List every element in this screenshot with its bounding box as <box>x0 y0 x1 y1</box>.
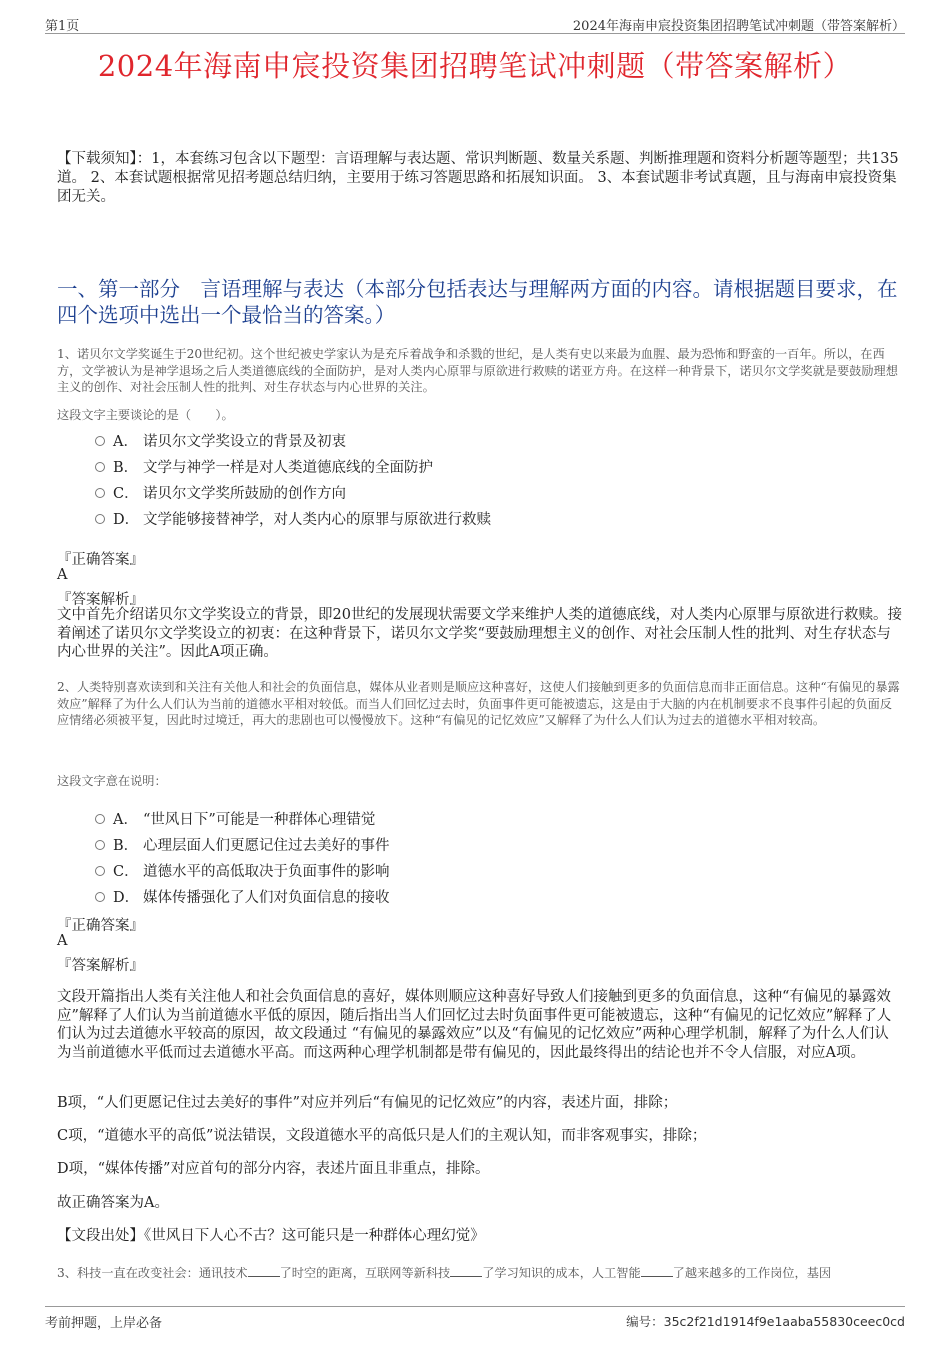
question-1-answer-label: 『正确答案』 <box>57 552 144 568</box>
radio-icon[interactable] <box>95 892 105 902</box>
radio-icon[interactable] <box>95 814 105 824</box>
footer-slogan: 考前押题，上岸必备 <box>45 1316 163 1331</box>
page-number: 第1页 <box>45 19 80 34</box>
question-2-note-b: B项，“人们更愿记住过去美好的事件”对应并列后“有偏见的记忆效应”的内容，表述片面，排除； <box>57 1095 678 1111</box>
question-2-note-d: D项，“媒体传播”对应首句的部分内容，表述片面且非重点，排除。 <box>57 1161 490 1177</box>
question-2-option-c[interactable]: C． 道德水平的高低取决于负面事件的影响 <box>95 860 390 881</box>
radio-icon[interactable] <box>95 840 105 850</box>
fill-blank <box>450 1265 482 1277</box>
radio-icon[interactable] <box>95 514 105 524</box>
header-divider <box>45 33 905 34</box>
question-2-option-d[interactable]: D． 媒体传播强化了人们对负面信息的接收 <box>95 886 390 907</box>
question-2-answer: A <box>57 933 68 949</box>
radio-icon[interactable] <box>95 866 105 876</box>
radio-icon[interactable] <box>95 436 105 446</box>
question-2-analysis-label: 『答案解析』 <box>57 958 144 974</box>
question-1-prompt: 这段文字主要谈论的是（ ）。 <box>57 408 234 422</box>
radio-icon[interactable] <box>95 488 105 498</box>
question-1-stem: 1、诺贝尔文学奖诞生于20世纪初。这个世纪被史学家认为是充斥着战争和杀戮的世纪，是人类有史以来最为血腥、最为恐怖和野蛮的一百年。所以，在西方，文学被认为是神学退场之后人类道德底线的全面防护，是对人类内心原罪与原欲进行救赎的诺亚方舟。在这样一种背景下，诺贝尔文学奖就是要鼓励理想主义的创作、对社会压制人性的批判、对生存状态与内心世界的关注。 <box>57 347 898 394</box>
fill-blank <box>641 1265 673 1277</box>
question-2-option-a[interactable]: A． “世风日下”可能是一种群体心理错觉 <box>95 808 375 829</box>
question-1-answer: A <box>57 567 68 583</box>
question-2-answer-label: 『正确答案』 <box>57 918 144 934</box>
radio-icon[interactable] <box>95 462 105 472</box>
question-2-note-c: C项，“道德水平的高低”说法错误，文段道德水平的高低只是人们的主观认知，而非客观事实，排除； <box>57 1128 707 1144</box>
question-1-option-b[interactable]: B． 文学与神学一样是对人类道德底线的全面防护 <box>95 456 433 477</box>
question-2-conclusion: 故正确答案为A。 <box>57 1195 169 1211</box>
question-2-source: 【文段出处】《世风日下人心不古？这可能只是一种群体心理幻觉》 <box>57 1228 485 1244</box>
question-2-stem: 2、人类特别喜欢读到和关注有关他人和社会的负面信息，媒体从业者则是顺应这种喜好，这使人们接触到更多的负面信息而非正面信息。这种“有偏见的暴露效应”解释了为什么人们认为当前的道德水平相对较低。而当人们回忆过去时，负面事件更可能被遗忘，这是由于大脑的内在机制要求不良事件引起的负面反应情绪必须被平复，因此时过境迁，再大的悲剧也可以慢慢放下。这种“有偏见的记忆效应”又解释了为什么人们认为过去的道德水平相对较高。 <box>57 680 900 727</box>
question-3-stem: 3、科技一直在改变社会：通讯技术 了时空的距离，互联网等新科技 了学习知识的成本，人工智能 了越来越多的工作岗位，基因 <box>57 1266 832 1280</box>
question-1-option-a[interactable]: A． 诺贝尔文学奖设立的背景及初衷 <box>95 430 346 451</box>
fill-blank <box>248 1265 280 1277</box>
page-title: 2024年海南申宸投资集团招聘笔试冲刺题（带答案解析） <box>97 49 853 83</box>
question-2-option-b[interactable]: B． 心理层面人们更愿记住过去美好的事件 <box>95 834 390 855</box>
footer-code: 编号：35c2f21d1914f9e1aaba55830ceec0cd <box>626 1314 905 1329</box>
question-1-analysis-label: 『答案解析』 <box>57 592 144 608</box>
footer-divider <box>45 1306 905 1307</box>
download-notice: 【下载须知】：1，本套练习包含以下题型：言语理解与表达题、常识判断题、数量关系题、判断推理题和资料分析题等题型；共135道。 2、本套试题根据常见招考题总结归纳，主要用于练习答题思路和拓展知识面。 3、本套试题非考试真题，且与海南申宸投资集团无关。 <box>57 151 899 205</box>
question-1-option-d[interactable]: D． 文学能够接替神学，对人类内心的原罪与原欲进行救赎 <box>95 508 491 529</box>
question-2-analysis: 文段开篇指出人类有关注他人和社会负面信息的喜好，媒体则顺应这种喜好导致人们接触到更多的负面信息，这种“有偏见的暴露效应”解释了人们认为当前道德水平低的原因，随后指出当人们回忆过去时负面事件更可能被遗忘，这种“有偏见的记忆效应”解释了人们认为过去道德水平较高的原因，故文段通过 “有偏见的暴露效应”以及“有偏见的记忆效应”两种心理学机制，解释了为什么人们认为当前道德水平低而过去道德水平高。而这两种心理学机制都是带有偏见的，因此最终得出的结论也并不令人信服，对应A项。 <box>57 989 892 1061</box>
header-doc-title: 2024年海南申宸投资集团招聘笔试冲刺题（带答案解析） <box>572 19 905 34</box>
question-1-analysis: 文中首先介绍诺贝尔文学奖设立的背景，即20世纪的发展现状需要文学来维护人类的道德底线，对人类内心原罪与原欲进行救赎。接着阐述了诺贝尔文学奖设立的初衷：在这种背景下，诺贝尔文学奖“要鼓励理想主义的创作、对社会压制人性的批判、对生存状态与内心世界的关注”。因此A项正确。 <box>57 607 902 660</box>
question-2-prompt: 这段文字意在说明： <box>57 774 167 788</box>
question-1-option-c[interactable]: C． 诺贝尔文学奖所鼓励的创作方向 <box>95 482 346 503</box>
section-heading: 一、第一部分 言语理解与表达（本部分包括表达与理解两方面的内容。请根据题目要求，在四个选项中选出一个最恰当的答案。） <box>57 277 898 327</box>
